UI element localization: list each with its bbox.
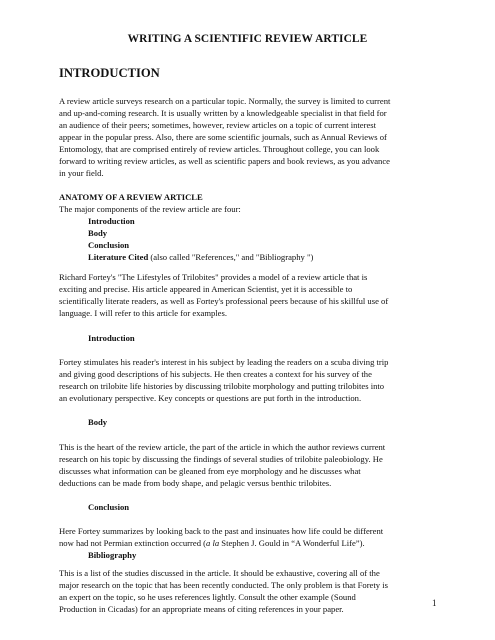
section-heading: Conclusion — [88, 502, 130, 512]
section-heading: Body — [88, 417, 108, 427]
paragraph-line: major research on the topic that has been recently conducted. The only problem is that Forety is — [59, 580, 388, 590]
italic-text-run: a la — [206, 538, 220, 548]
paragraph-line: deductions can be made from body shape, and pelagic versus benthic trilobites. — [59, 478, 332, 488]
paragraph-line: and up-and-coming research. It is usually written by a knowledgeable specialist in that field for — [59, 108, 387, 118]
intro-paragraph — [59, 95, 449, 179]
text-run: Stephen J. Gould in “A Wonderful Life”). — [219, 538, 365, 548]
paragraph-line: This is the heart of the review article, the part of the article in which the author reviews current — [59, 442, 386, 452]
fortey-paragraph — [59, 271, 449, 319]
section-bibliography-text — [59, 567, 449, 615]
paragraph-line: exciting and precise. His article appeared in American Scientist, yet it is accessible to — [59, 284, 353, 294]
anatomy-heading: ANATOMY OF A REVIEW ARTICLE — [59, 192, 203, 202]
page-number: 1 — [432, 598, 437, 608]
section-body-text — [59, 441, 449, 489]
paragraph-line: an expert on the topic, so he uses references lightly. Consult the other example (Sound — [59, 592, 356, 602]
paragraph-line: forward to writing review articles, as well as scientific papers and book reviews, as you advance — [59, 156, 390, 166]
section-introduction — [59, 332, 449, 344]
paragraph-line: A review article surveys research on a particular topic. Normally, the survey is limited to current — [59, 96, 391, 106]
paragraph-line: research on trilobite life histories by discussing trilobite morphology and putting trilobites into — [59, 381, 385, 391]
component-introduction: Introduction — [88, 216, 135, 226]
paragraph-line: and giving good descriptions of his subjects. He then creates a context for his survey of the — [59, 369, 372, 379]
text-run: now had not Permian extinction occurred ( — [59, 538, 207, 548]
paragraph-line: an evolutionary perspective. Key concepts or questions are put forth in the introduction. — [59, 393, 362, 403]
section-bibliography — [59, 549, 449, 561]
literature-note: (also called "References," and "Bibliography ") — [148, 252, 314, 262]
paragraph-line: Here Fortey summarizes by looking back to the past and insinuates how life could be different — [59, 526, 384, 536]
component-conclusion: Conclusion — [88, 240, 130, 250]
component-body: Body — [88, 228, 108, 238]
component-literature-label: Literature Cited — [88, 252, 149, 262]
paragraph-line: research on his topic by discussing the findings of several studies of trilobite paleobiology. He — [59, 454, 383, 464]
section-conclusion — [59, 501, 449, 513]
paragraph-line: This is a list of the studies discussed in the article. It should be exhaustive, covering all of the — [59, 568, 380, 578]
paragraph-line: Entomology, that are comprised entirely of review articles. Throughout college, you can look — [59, 144, 380, 154]
paragraph-line: Richard Fortey's "The Lifestyles of Trilobites" provides a model of a review article that is — [59, 272, 368, 282]
anatomy-section — [59, 191, 449, 263]
introduction-heading: INTRODUCTION — [59, 66, 160, 80]
document-title: WRITING A SCIENTIFIC REVIEW ARTICLE — [127, 33, 368, 45]
section-introduction-body — [59, 356, 449, 404]
paragraph-line — [59, 537, 449, 549]
section-heading: Introduction — [88, 333, 135, 343]
component-literature-cited — [59, 251, 449, 263]
paragraph-line: appear in the popular press. Also, there are some scientific journals, such as Annual Reviews of — [59, 132, 387, 142]
paragraph-line: Production in Cicadas) for an appropriate means of citing references in your paper. — [59, 604, 344, 614]
paragraph-line: discusses what information can be gleaned from eye morphology and he discusses what — [59, 466, 361, 476]
section-body — [59, 416, 449, 428]
paragraph-line: language. I will refer to this article for examples. — [59, 308, 227, 318]
anatomy-lead: The major components of the review article are four: — [59, 204, 241, 214]
paragraph-line: scientifically literate readers, as well as Fortey's professional peers because of his skillful use of — [59, 296, 389, 306]
section-heading: Bibliography — [88, 550, 137, 560]
paragraph-line: in your field. — [59, 168, 104, 178]
paragraph-line: an audience of their peers; sometimes, however, review articles on a topic of current interest — [59, 120, 377, 130]
section-conclusion-text — [59, 525, 449, 549]
paragraph-line: Fortey stimulates his reader's interest in his subject by leading the readers on a scuba diving trip — [59, 357, 389, 367]
